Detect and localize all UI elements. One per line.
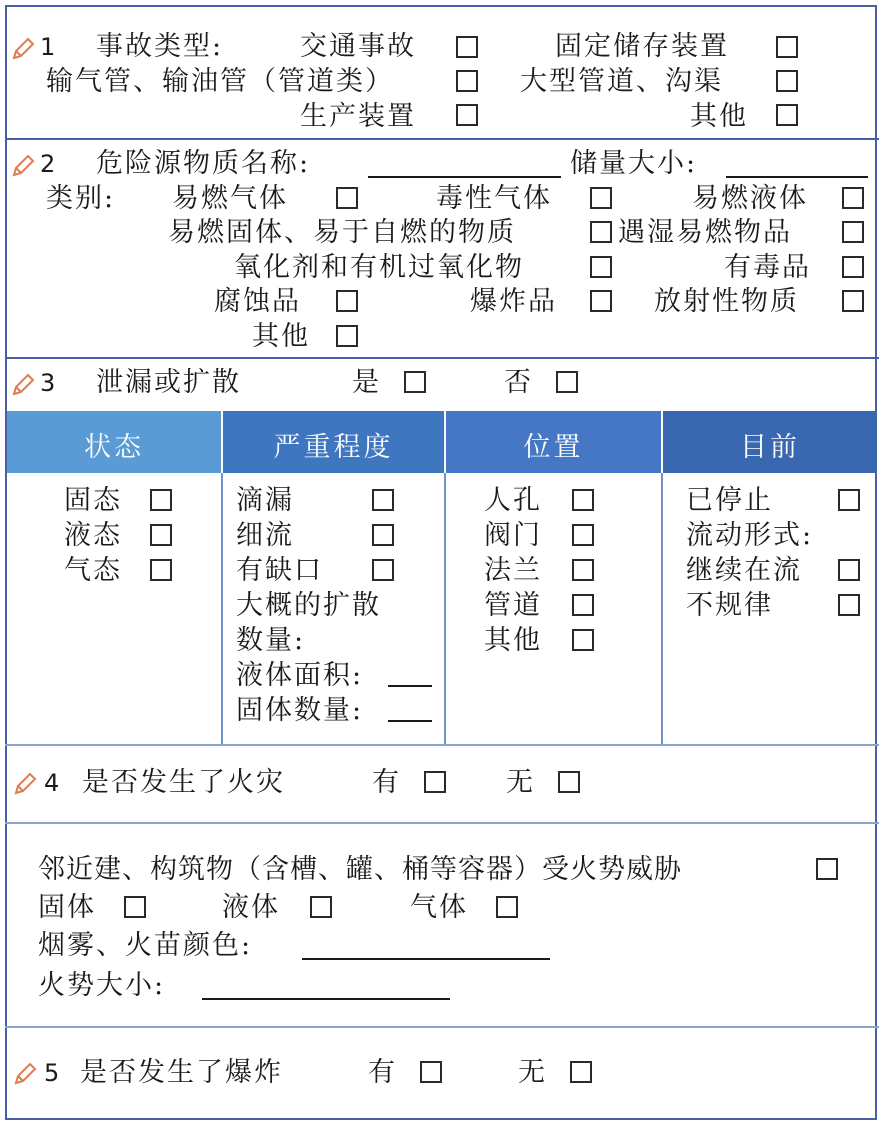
checkbox-other[interactable] — [776, 104, 798, 126]
severity-breach: 有缺口 — [236, 555, 323, 586]
option-production-unit: 生产装置 — [300, 101, 416, 132]
section4-number: 4 — [44, 769, 60, 797]
explosion-no-label: 无 — [518, 1057, 547, 1088]
divider — [5, 1026, 879, 1028]
current-stopped: 已停止 — [686, 485, 773, 516]
checkbox-current-continuing[interactable] — [838, 559, 860, 581]
checkbox-production-unit[interactable] — [456, 104, 478, 126]
checkbox-flammable-solid[interactable] — [590, 221, 612, 243]
substance-name-label: 危险源物质名称: — [96, 148, 311, 179]
option-corrosive: 腐蚀品 — [214, 286, 301, 317]
checkbox-position-flange[interactable] — [572, 559, 594, 581]
column-divider — [444, 473, 446, 744]
section1-label: 事故类型: — [96, 31, 224, 62]
checkbox-fire-gas[interactable] — [496, 896, 518, 918]
fire-yes-label: 有 — [372, 767, 401, 798]
fire-no-label: 无 — [506, 767, 535, 798]
checkbox-toxic-gas[interactable] — [590, 187, 612, 209]
section5-number: 5 — [44, 1059, 60, 1087]
option-pipelines: 输气管、输油管（管道类） — [46, 66, 394, 97]
option-poison: 有毒品 — [724, 252, 811, 283]
checkbox-state-gas[interactable] — [150, 559, 172, 581]
severity-drip: 滴漏 — [236, 485, 294, 516]
current-flow-form: 流动形式: — [686, 520, 814, 551]
spread-label-line2: 数量: — [236, 625, 306, 656]
checkbox-severity-drip[interactable] — [372, 489, 394, 511]
option-toxic-gas: 毒性气体 — [436, 183, 552, 214]
checkbox-position-other[interactable] — [572, 629, 594, 651]
option-fixed-storage: 固定储存装置 — [555, 31, 729, 62]
option-explosive: 爆炸品 — [470, 286, 557, 317]
solid-amount-field[interactable] — [388, 720, 432, 722]
position-flange: 法兰 — [484, 555, 542, 586]
header-state — [7, 411, 221, 473]
threat-label: 邻近建、构筑物（含槽、罐、桶等容器）受火势威胁 — [38, 854, 682, 885]
divider — [5, 138, 879, 140]
checkbox-position-manhole[interactable] — [572, 489, 594, 511]
current-continuing: 继续在流 — [686, 555, 802, 586]
solid-amount-label: 固体数量: — [236, 695, 364, 726]
leak-label: 泄漏或扩散 — [96, 367, 241, 398]
checkbox-severity-breach[interactable] — [372, 559, 394, 581]
option-other: 其他 — [690, 101, 748, 132]
header-current-label: 目前 — [740, 432, 800, 463]
checkbox-explosion-no[interactable] — [570, 1061, 592, 1083]
checkbox-state-solid[interactable] — [150, 489, 172, 511]
option-flammable-liquid: 易燃液体 — [692, 183, 808, 214]
option-oxidizer: 氧化剂和有机过氧化物 — [234, 252, 524, 283]
divider — [5, 744, 879, 746]
checkbox-fire-no[interactable] — [558, 771, 580, 793]
checkbox-water-reactive[interactable] — [842, 221, 864, 243]
fire-gas-label: 气体 — [410, 892, 468, 923]
checkbox-explosive[interactable] — [590, 290, 612, 312]
checkbox-current-irregular[interactable] — [838, 594, 860, 616]
checkbox-fixed-storage[interactable] — [776, 36, 798, 58]
category-label: 类别: — [46, 183, 116, 214]
leak-no-label: 否 — [504, 367, 533, 398]
checkbox-fire-liquid[interactable] — [310, 896, 332, 918]
liquid-area-label: 液体面积: — [236, 660, 364, 691]
checkbox-leak-no[interactable] — [556, 371, 578, 393]
fire-size-field[interactable] — [202, 998, 450, 1000]
storage-amount-label: 储量大小: — [570, 148, 698, 179]
explosion-label: 是否发生了爆炸 — [80, 1057, 283, 1088]
header-severity-label: 严重程度 — [273, 432, 394, 463]
checkbox-pipelines[interactable] — [456, 70, 478, 92]
checkbox-position-pipe[interactable] — [572, 594, 594, 616]
checkbox-traffic-accident[interactable] — [456, 36, 478, 58]
divider — [5, 357, 879, 359]
pencil-icon — [10, 372, 36, 398]
checkbox-position-valve[interactable] — [572, 524, 594, 546]
checkbox-flammable-liquid[interactable] — [842, 187, 864, 209]
option-traffic-accident: 交通事故 — [300, 31, 416, 62]
divider — [5, 822, 879, 824]
position-valve: 阀门 — [484, 520, 542, 551]
checkbox-radioactive[interactable] — [842, 290, 864, 312]
header-current — [663, 411, 877, 473]
pencil-icon — [12, 1061, 38, 1087]
current-irregular: 不规律 — [686, 590, 773, 621]
fire-solid-label: 固体 — [38, 892, 96, 923]
option-radioactive: 放射性物质 — [654, 286, 799, 317]
checkbox-state-liquid[interactable] — [150, 524, 172, 546]
option-flammable-gas: 易燃气体 — [172, 183, 288, 214]
position-manhole: 人孔 — [484, 485, 542, 516]
storage-amount-field[interactable] — [726, 176, 868, 178]
section2-number: 2 — [40, 150, 56, 178]
option-water-reactive: 遇湿易燃物品 — [618, 217, 792, 248]
substance-name-field[interactable] — [368, 176, 561, 178]
position-other: 其他 — [484, 625, 542, 656]
checkbox-leak-yes[interactable] — [404, 371, 426, 393]
option-flammable-solid: 易燃固体、易于自燃的物质 — [168, 217, 516, 248]
column-divider — [221, 473, 223, 744]
state-gas: 气态 — [64, 555, 122, 586]
checkbox-current-stopped[interactable] — [838, 489, 860, 511]
liquid-area-field[interactable] — [388, 685, 432, 687]
state-liquid: 液态 — [64, 520, 122, 551]
leak-yes-label: 是 — [352, 367, 381, 398]
header-severity — [223, 411, 444, 473]
spread-label-line1: 大概的扩散 — [236, 590, 381, 621]
option-large-pipes-ditches: 大型管道、沟渠 — [520, 66, 723, 97]
checkbox-large-pipes-ditches[interactable] — [776, 70, 798, 92]
fire-label: 是否发生了火灾 — [82, 767, 285, 798]
pencil-icon — [10, 153, 36, 179]
checkbox-severity-trickle[interactable] — [372, 524, 394, 546]
fire-liquid-label: 液体 — [222, 892, 280, 923]
explosion-yes-label: 有 — [368, 1057, 397, 1088]
position-pipe: 管道 — [484, 590, 542, 621]
state-solid: 固态 — [64, 485, 122, 516]
section3-number: 3 — [40, 369, 56, 397]
smoke-color-label: 烟雾、火苗颜色: — [38, 930, 253, 961]
header-position — [446, 411, 661, 473]
checkbox-threat[interactable] — [816, 858, 838, 880]
checkbox-other-substance[interactable] — [336, 325, 358, 347]
checkbox-poison[interactable] — [842, 256, 864, 278]
checkbox-flammable-gas[interactable] — [336, 187, 358, 209]
smoke-color-field[interactable] — [302, 958, 550, 960]
header-state-label: 状态 — [84, 432, 144, 463]
section1-number: 1 — [40, 33, 56, 61]
checkbox-fire-yes[interactable] — [424, 771, 446, 793]
option-other-substance: 其他 — [252, 321, 310, 352]
checkbox-explosion-yes[interactable] — [420, 1061, 442, 1083]
checkbox-fire-solid[interactable] — [124, 896, 146, 918]
column-divider — [661, 473, 663, 744]
header-position-label: 位置 — [523, 432, 584, 463]
checkbox-oxidizer[interactable] — [590, 256, 612, 278]
severity-trickle: 细流 — [236, 520, 294, 551]
fire-size-label: 火势大小: — [38, 970, 166, 1001]
pencil-icon — [10, 36, 36, 62]
checkbox-corrosive[interactable] — [336, 290, 358, 312]
pencil-icon — [12, 771, 38, 797]
